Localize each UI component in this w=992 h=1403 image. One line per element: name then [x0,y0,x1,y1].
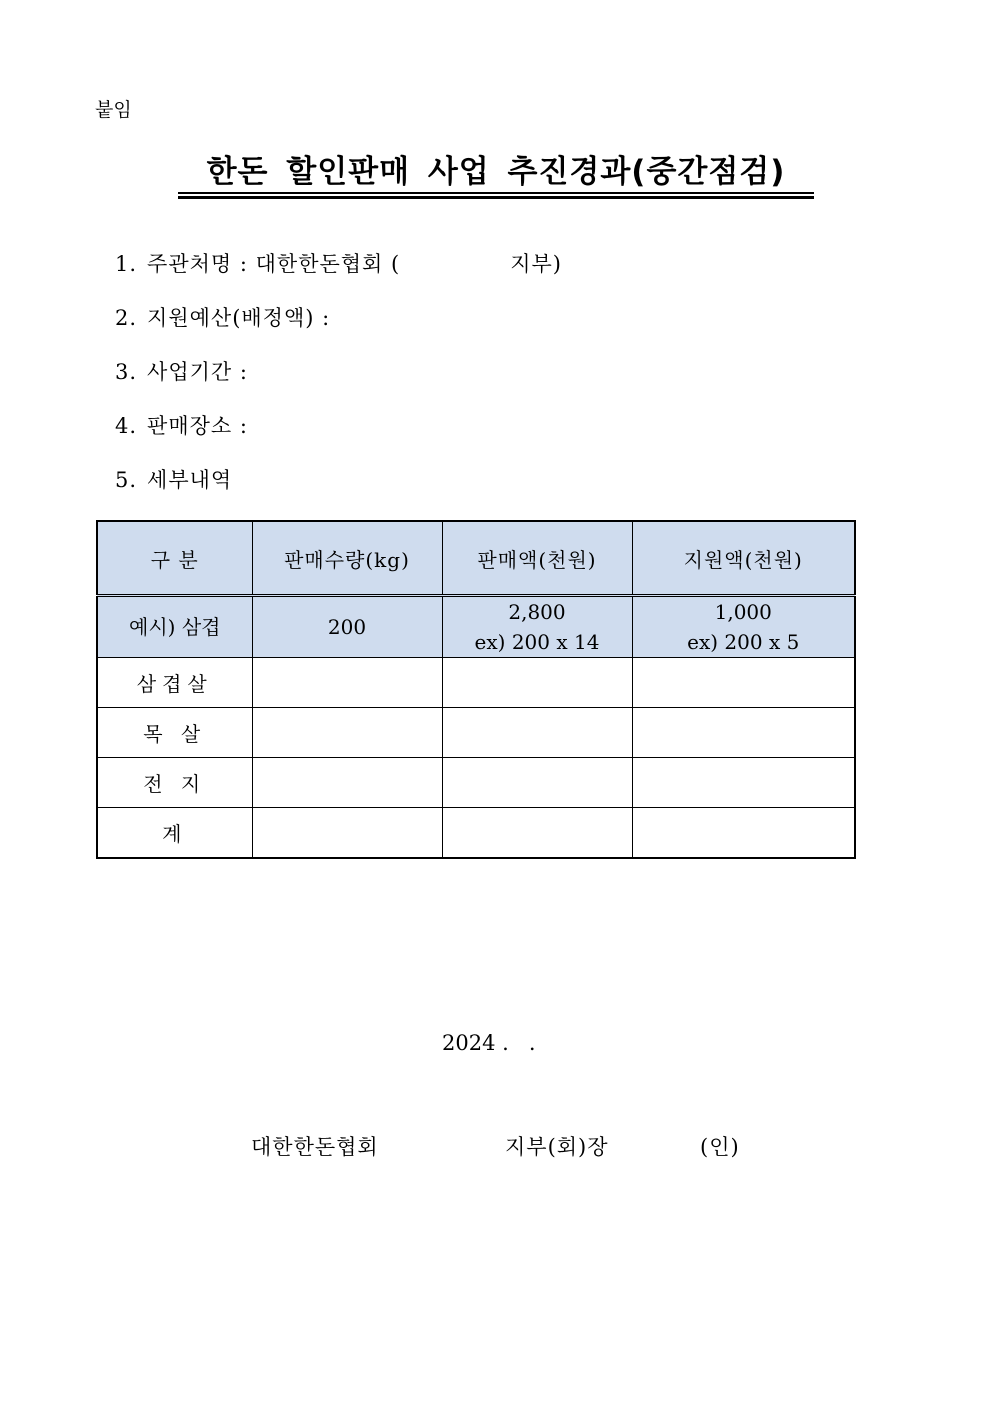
row-support-amount [632,708,855,758]
row-support-amount [632,758,855,808]
row-support-amount [632,658,855,708]
sample-sales-amount: 2,800 [508,600,566,624]
title-block [178,152,814,192]
item-location [115,410,248,440]
document-date: 2024 . . [442,1031,536,1055]
header-quantity: 판매수량(kg) [252,521,442,596]
signature-seal: (인) [700,1135,740,1159]
item-label: 사업기간 : [147,360,248,384]
header-sales-amount: 판매액(천원) [442,521,632,596]
item-number: 4. [115,414,138,438]
item-details [115,464,232,494]
attachment-label: 붙임 [95,99,132,121]
row-quantity [252,708,442,758]
row-quantity [252,808,442,859]
detail-table [96,520,856,859]
item-number: 5. [115,468,138,492]
header-support-amount: 지원액(천원) [632,521,855,596]
item-period [115,356,248,386]
title-underline [178,192,814,194]
row-quantity [252,658,442,708]
row-support-amount [632,808,855,859]
item-label: 지원예산(배정액) : [147,306,331,330]
sample-support-cell [632,596,855,658]
table-row [97,758,855,808]
item-number: 1. [115,252,138,276]
row-sales-amount [442,758,632,808]
row-sales-amount [442,658,632,708]
table-row [97,658,855,708]
table-row [97,708,855,758]
item-label: 세부내역 [147,468,233,492]
signature-org: 대한한돈협회 [251,1135,379,1159]
row-category: 삼겹살 [97,658,252,708]
header-category: 구 분 [97,521,252,596]
sample-support-formula: ex) 200 x 5 [687,630,800,654]
page-title: 한돈 할인판매 사업 추진경과(중간점검) [206,154,786,190]
item-label: 주관처명 : 대한한돈협회 ( [147,252,401,276]
sample-sales-cell [442,596,632,658]
title-underline-thick [178,196,814,199]
sample-category: 예시) 삼겹 [97,596,252,658]
row-category: 목 살 [97,708,252,758]
item-number: 2. [115,306,138,330]
item-number: 3. [115,360,138,384]
sample-sales-formula: ex) 200 x 14 [474,630,600,654]
signature-position: 지부(회)장 [505,1135,609,1159]
row-category: 전 지 [97,758,252,808]
row-category: 계 [97,808,252,859]
item-budget [115,302,330,332]
row-sales-amount [442,808,632,859]
table-header-row [97,521,855,596]
row-sales-amount [442,708,632,758]
table-row-total [97,808,855,859]
row-quantity [252,758,442,808]
sample-row [97,596,855,658]
item-suffix: 지부) [510,252,562,276]
sample-quantity: 200 [252,596,442,658]
sample-support-amount: 1,000 [714,600,772,624]
item-label: 판매장소 : [147,414,248,438]
item-organizer [115,248,562,278]
